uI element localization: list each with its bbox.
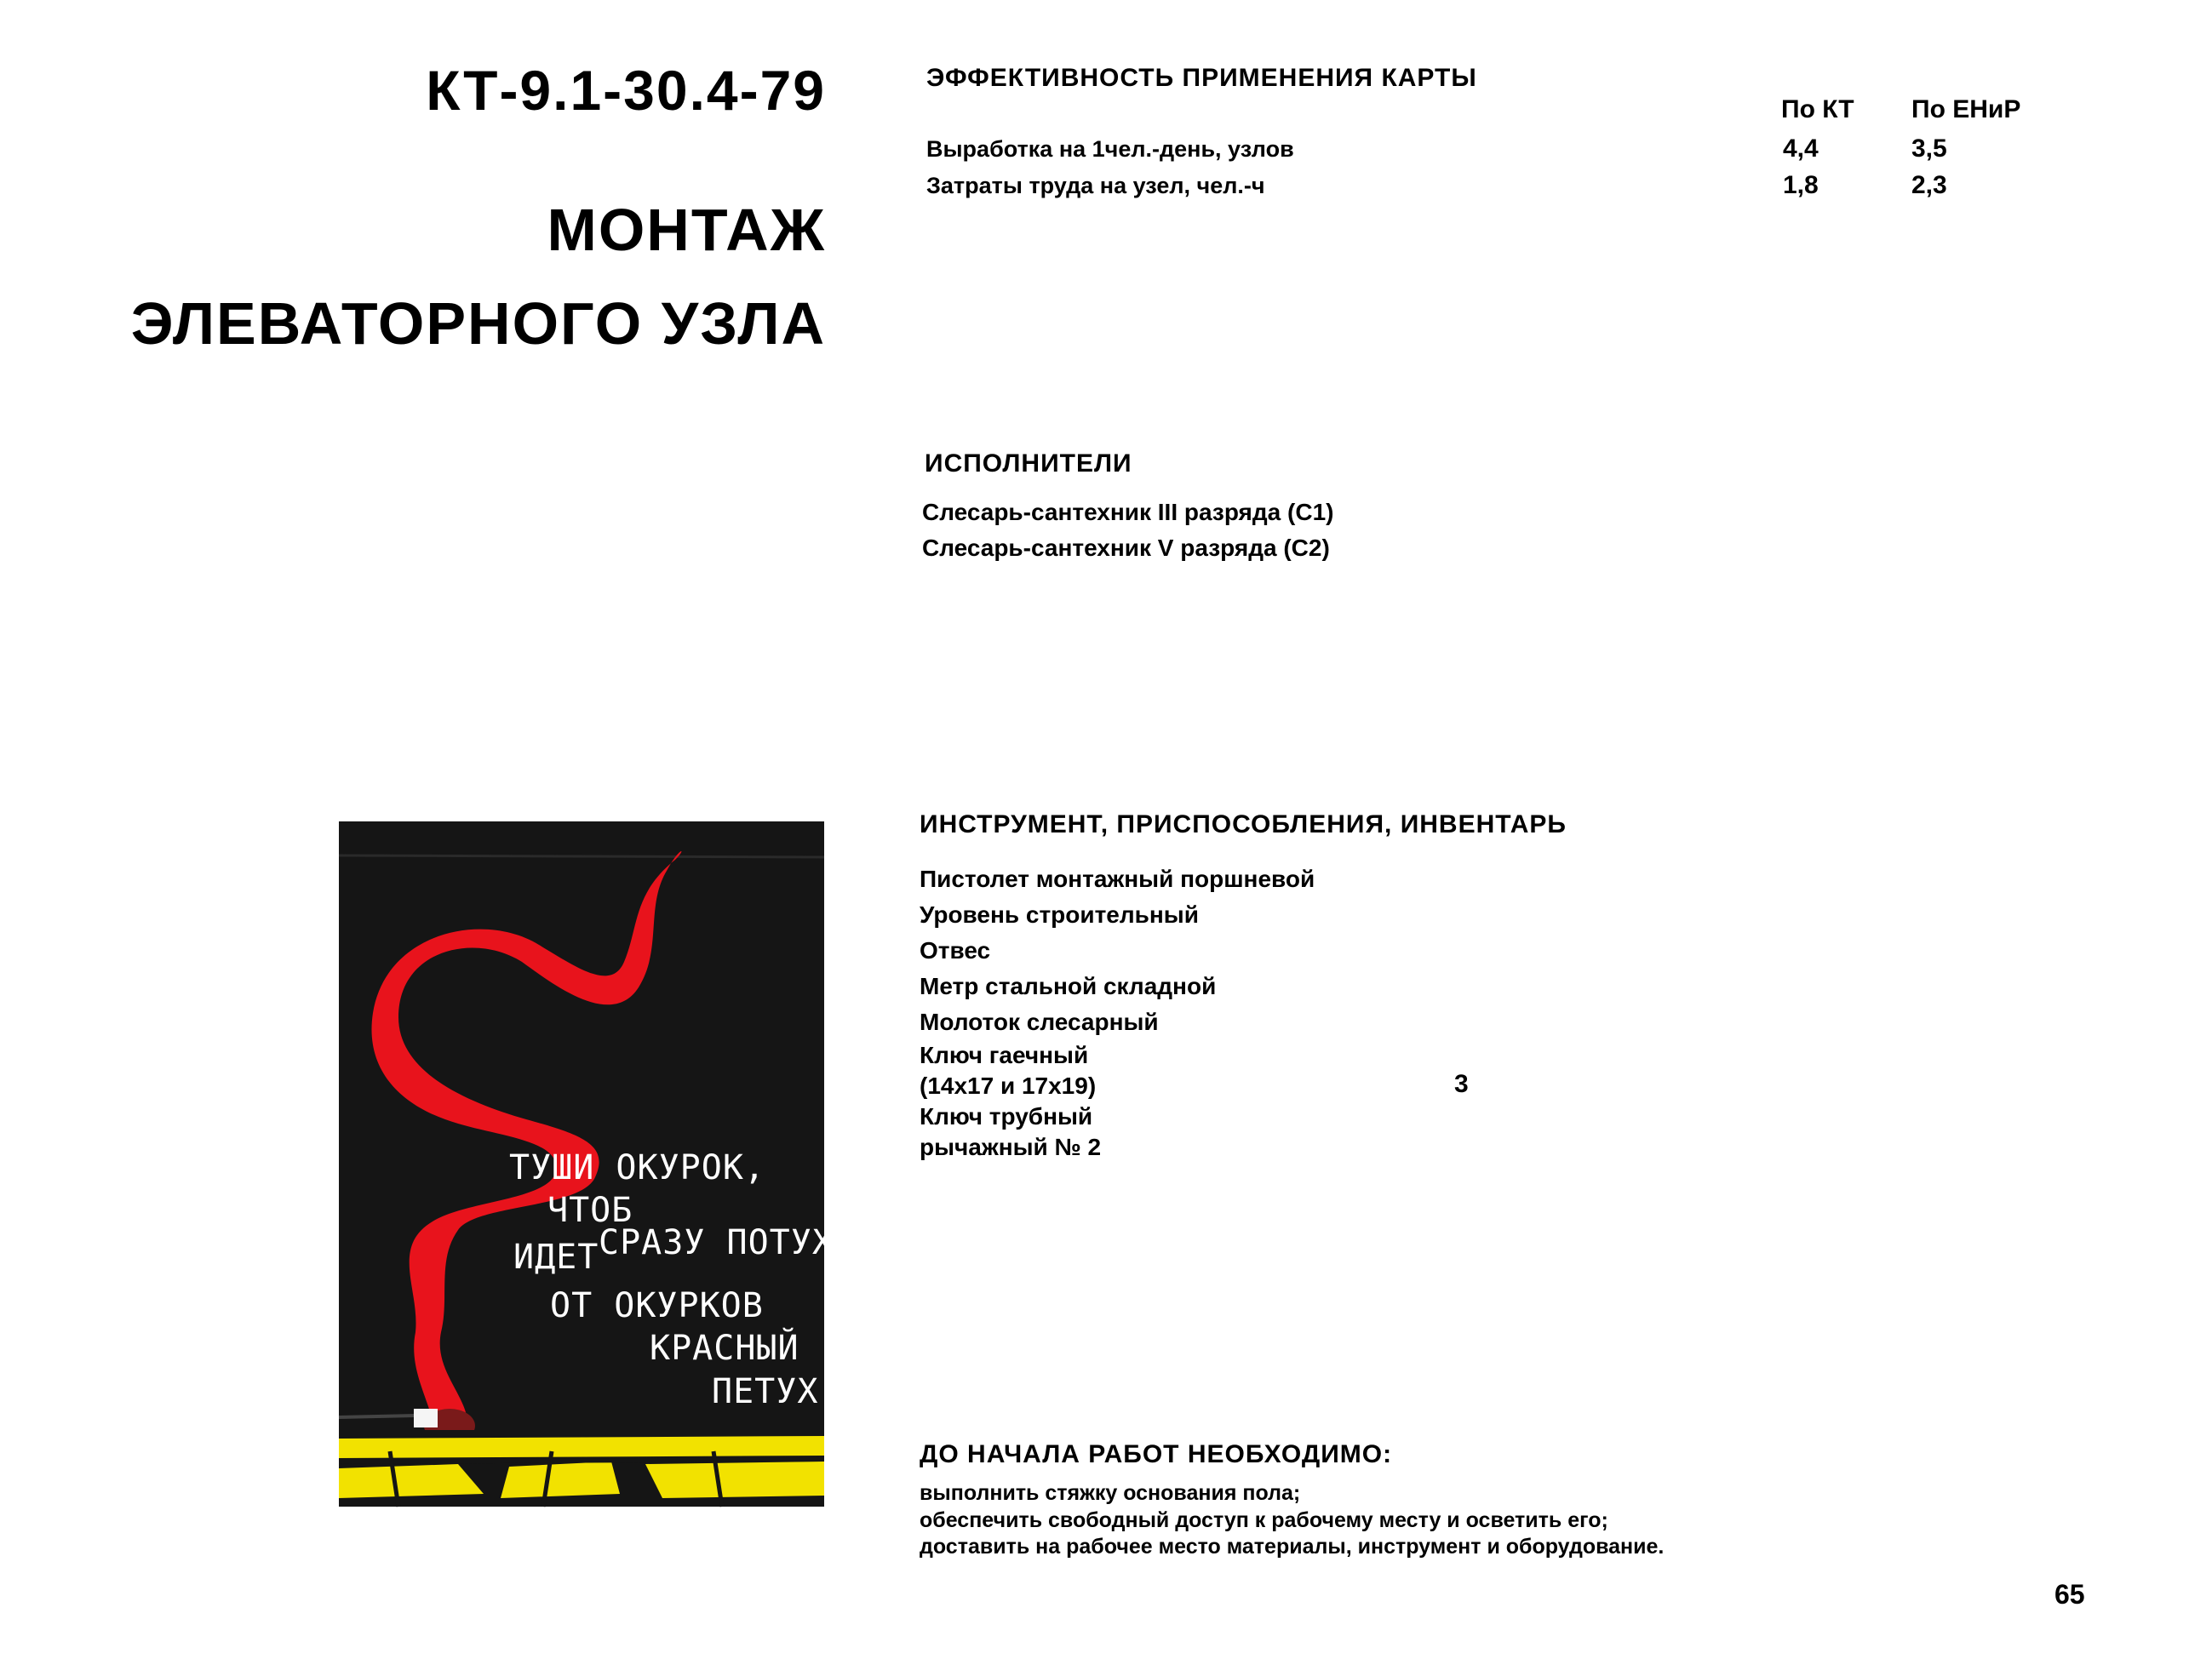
- efficiency-row-label: Выработка на 1чел.-день, узлов: [926, 136, 1294, 162]
- tool-item: рычажный № 2: [920, 1134, 1102, 1160]
- poster-slogan-line: СРАЗУ ПОТУХ,: [599, 1223, 855, 1262]
- before-work-item: доставить на рабочее место материалы, инструмент и оборудование.: [920, 1535, 1665, 1559]
- tools-heading: ИНСТРУМЕНТ, ПРИСПОСОБЛЕНИЯ, ИНВЕНТАРЬ: [920, 810, 1567, 838]
- poster-slogan-line: ОТ ОКУРКОВ: [550, 1286, 764, 1325]
- tool-item: (14x17 и 17x19): [920, 1073, 1097, 1099]
- poster-slogan-line: ИДЕТ: [513, 1238, 599, 1277]
- before-work-item: выполнить стяжку основания пола;: [920, 1481, 1301, 1505]
- efficiency-row-enir: 2,3: [1911, 171, 1947, 199]
- poster-slogan-line: ТУШИ ОКУРОК,: [509, 1148, 765, 1187]
- efficiency-row-label: Затраты труда на узел, чел.-ч: [926, 173, 1265, 198]
- tool-item: Метр стальной складной: [920, 973, 1217, 999]
- column-header-enir: По ЕНиР: [1911, 95, 2021, 123]
- column-header-kt: По КТ: [1781, 95, 1854, 123]
- page-number: 65: [2054, 1579, 2085, 1610]
- title-line-2: ЭЛЕВАТОРНОГО УЗЛА: [130, 290, 826, 357]
- efficiency-row-enir: 3,5: [1911, 134, 1947, 163]
- poster-slogan-line: ЧТОБ: [547, 1191, 633, 1230]
- tool-item: Пистолет монтажный поршневой: [920, 866, 1315, 892]
- tool-item: Уровень строительный: [920, 901, 1199, 928]
- tool-item: Отвес: [920, 937, 991, 964]
- performer-item: Слесарь-сантехник V разряда (С2): [922, 535, 1330, 561]
- tool-item: Ключ трубный: [920, 1103, 1093, 1130]
- poster-slogan-line: ПЕТУХ.: [712, 1372, 840, 1411]
- tool-item: Молоток слесарный: [920, 1009, 1159, 1035]
- poster-slogan-line: КРАСНЫЙ: [650, 1329, 799, 1368]
- performers-heading: ИСПОЛНИТЕЛИ: [925, 449, 1132, 478]
- document-title: [131, 183, 826, 370]
- efficiency-row-kt: 4,4: [1783, 134, 1819, 163]
- title-line-1: МОНТАЖ: [547, 197, 826, 263]
- fire-safety-poster: [339, 821, 855, 1507]
- poster-illustration: [339, 821, 855, 1507]
- efficiency-heading: ЭФФЕКТИВНОСТЬ ПРИМЕНЕНИЯ КАРТЫ: [926, 64, 1477, 92]
- document-code: КТ-9.1-30.4-79: [426, 59, 826, 122]
- before-work-item: обеспечить свободный доступ к рабочему месту и осветить его;: [920, 1508, 1608, 1532]
- performer-item: Слесарь-сантехник III разряда (С1): [922, 499, 1334, 525]
- before-work-heading: ДО НАЧАЛА РАБОТ НЕОБХОДИМО:: [920, 1440, 1393, 1468]
- efficiency-row-kt: 1,8: [1783, 171, 1819, 199]
- tools-list: [920, 861, 1315, 1163]
- tool-item: Ключ гаечный: [920, 1042, 1089, 1068]
- tool-quantity: 3: [1454, 1070, 1469, 1098]
